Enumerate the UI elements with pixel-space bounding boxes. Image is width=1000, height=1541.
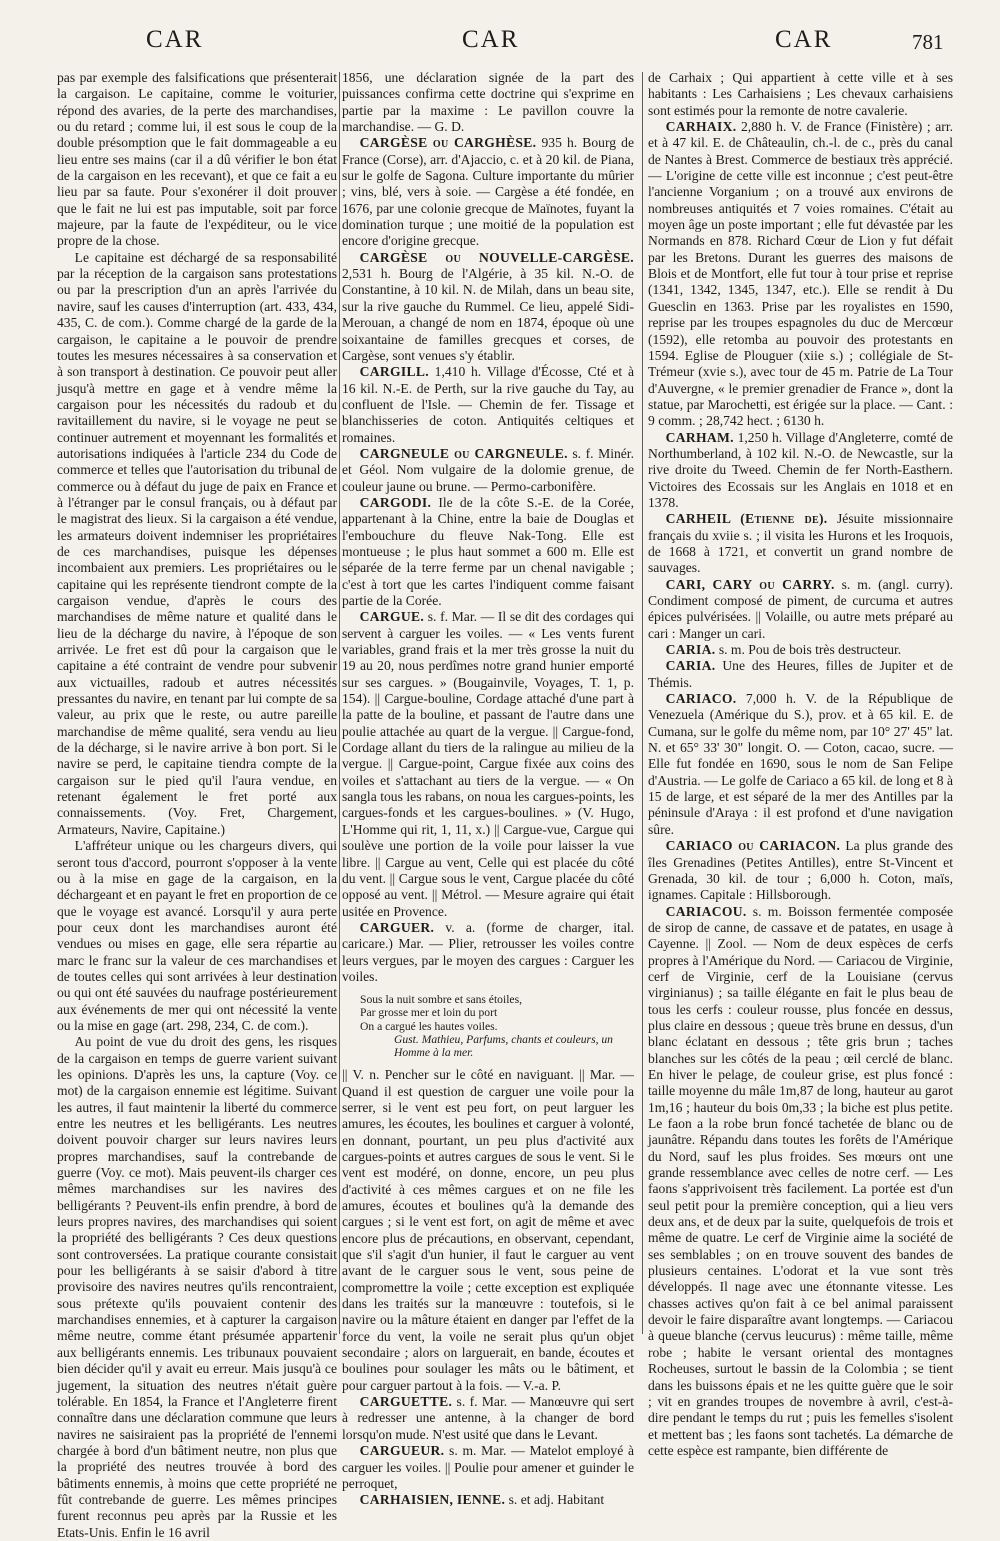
entry-headword: CARIA.: [665, 642, 716, 658]
entry-text: s. f. Mar. — Il se dit des cordages qui servent à carguer les voiles. — « Les vents furent variables, grand frais et la mer très grosse la nuit du 19 au 20, nous perdîmes notre grand hunier emporté sur ses cargues. » (Bougainvile, Voyages, T. 1, p. 154). || Cargue-bouline, Cordage attaché d'une part à la patte de la bouline, et passant de l'autre dans une poulie attachée au quart de la vergue. || Cargue-fond, Cordage allant du tiers de la ralingue au milieu de la vergue. || Cargue-point, Cargue fixée aux coins des voiles et s'attachant au tiers de la vergue. — « On sangla tous les rabans, on noua les cargues-points, les cargues-fonds et les cargues-boulines. » (V. Hugo, L'Homme qui rit, 1, 11, x.) || Cargue-vue, Cargue qui soulève une portion de la voile pour laisser la vue libre. || Cargue au vent, Celle qui est placée du côté du vent. || Cargue sous le vent, Cargue placée du côté opposé au vent. || Métrol. — Mesure agraire qui était usitée en Provence.: [342, 609, 634, 919]
entry-text: Ile de la côte S.-E. de la Corée, appartenant à la Chine, entre la baie de Douglas et l'embouchure du fleuve Nak-Tong. Elle est montueuse ; le plus haut sommet a 600 m. Elle est séparée de la terre ferme par un chenal navigable ; c'est à tort que les cartes l'indiquent comme faisant partie de la Corée.: [342, 494, 634, 608]
entry-headword: CARI, CARY ou CARRY.: [665, 576, 835, 592]
running-head-right: CAR: [775, 26, 833, 53]
entry-headword: CARIACO.: [665, 691, 737, 707]
entry-carheil: [648, 511, 953, 576]
column-rule-right: [642, 72, 643, 1334]
entry-cariacou: [648, 904, 953, 1460]
entry-nouvelle-cargese: [342, 250, 634, 364]
entry-headword: CARIACO ou CARIACON.: [665, 838, 841, 854]
paragraph: || V. n. Pencher sur le côté en naviguant. || Mar. — Quand il est question de carguer une voile pour la serrer, si le vent est peu fort, on peut larguer les amures, les écoutes, les boulines et carguer à volonté, en donnant, pourtant, un peu plus d'activité aux cargues-points et autres cargues de sous le vent. Si le vent est modéré, on donne, encore, un peu plus d'activité à ces mêmes cargues et on ne file les amures, écoutes et boulines qu'à la demande des cargues ; si le vent est fort, on agit de même et avec encore plus de précautions, en observant, cependant, que s'il s'agit d'un hunier, il faut le carguer au vent avant de le carguer sous le vent, sous peine de compromettre la voile ; cette exception est expliquée dans les traités sur la manœuvre : toutefois, si le navire ou la mâture étaient en danger par l'effet de la force du vent, la voile ne serait plus qu'un objet secondaire ; alors on larguerait, en bande, écoutes et boulines pour soulager les mâts ou le bâtiment, et pour carguer partout à la fois. — V.-a. P.: [342, 1067, 634, 1393]
entry-text: s. m. (angl. curry). Condiment composé de piment, de curcuma et autres épices pulvérisées. || Volaille, ou autre mets préparé au cari : Manger un cari.: [648, 576, 953, 641]
paragraph: 1856, une déclaration signée de la part des puissances confirma cette doctrine qui s'exprime en partie par la maxime : Le pavillon couvre la marchandise. — G. D.: [342, 70, 634, 135]
entry-text: 1,250 h. Village d'Angleterre, comté de Northumberland, à 102 kil. N.-O. de Newcastle, sur la rive droite du Tweed. Chemin de fer North-Easthern. Victoires des Ecossais sur les Anglais en 1018 et en 1378.: [648, 429, 953, 510]
entry-cargill: [342, 364, 634, 446]
entry-cargneule: [342, 446, 634, 495]
column-rule-left: [339, 72, 340, 1334]
entry-headword: CARIA.: [665, 658, 716, 674]
entry-cariacon: [648, 838, 953, 903]
verse-quote: [360, 993, 634, 1059]
entry-cargodi: [342, 495, 634, 609]
entry-headword: CARGUETTE.: [359, 1394, 453, 1410]
entry-text: s. m. Pou de bois très destructeur.: [715, 642, 902, 658]
entry-headword: CARIACOU.: [665, 903, 747, 919]
entry-headword: CARGUEUR.: [359, 1443, 445, 1459]
column-3: [648, 70, 953, 1458]
entry-headword: CARHAM.: [665, 429, 734, 445]
entry-cari: [648, 577, 953, 642]
entry-headword: CARGUER.: [359, 919, 435, 935]
entry-cargue: [342, 609, 634, 920]
column-1: [57, 70, 337, 1540]
entry-carhaisien: [342, 1492, 634, 1508]
entry-text: 2,880 h. V. de France (Finistère) ; arr. et à 47 kil. E. de Châteaulin, ch.-l. de c., près du canal de Nantes à Brest. Commerce de bestiaux très apprécié. — L'origine de cette ville est inconnue ; c'est peut-être l'ancienne Vorganium ; on a trouvé aux environs de nombreuses antiquités et 7 voies romaines. C'était au moyen âge un poste important ; elle fut dévastée par les Normands en 878. Richard Cœur de Lion y fut défait par les Bretons. Durant les guerres des maisons de Blois et de Montfort, elle fut tour à tour prise et reprise (1341, 1342, 1345, 1347, etc.). Elle se rendit à Du Guesclin en 1363. Prise par les royalistes en 1590, reprise par les troupes espagnoles du duc de Mercœur (1592), elle retomba au pouvoir des protestants en 1594. Eglise de Plouguer (xiie s.) ; collégiale de St-Trémeur (xvie s.), avec tour de 45 m. Patrie de La Tour d'Auvergne, « le premier grenadier de France », dont la statue, par Marochetti, est érigée sur la place. — Cant. : 9 comm. ; 28,742 hect. ; 6130 h.: [648, 119, 953, 429]
entry-carham: [648, 430, 953, 512]
entry-text: 7,000 h. V. de la République de Venezuela (Amérique du S.), prov. et à 65 kil. E. de Cumana, sur le golfe du même nom, par 10° 27' 45" lat. N. et 65° 33' 30" longit. O. — Coton, cacao, sucre. — Elle fut fondée en 1690, sous le nom de San Felipe d'Austria. — Le golfe de Cariaco a 65 kil. de long et 8 à 15 de large, et est séparé de la mer des Antilles par la péninsule d'Araya : il est profond et d'une navigation sûre.: [648, 691, 953, 837]
entry-text: s. f. Minér. et Géol. Nom vulgaire de la dolomie grenue, de couleur jaune ou brune. — Permo-carbonifère.: [342, 445, 634, 494]
entry-headword: CARGUE.: [359, 609, 425, 625]
paragraph: Le capitaine est déchargé de sa responsabilité par la réception de la cargaison sans protestations ou par la prescription d'un an après l'arrivée du navire, sauf les causes d'interruption (art. 433, 434, 435, C. de com.). Comme chargé de la garde de la cargaison, le capitaine a le pouvoir de prendre toutes les mesures nécessaires à sa conservation et à son transport à destination. Ce pouvoir peut aller jusqu'à mettre en gage et à vendre même la cargaison pour les nécessités du radoub et du ravitaillement du navire, si le voyage ne peut se continuer autrement et moyennant les formalités et autorisations indiquées à l'article 234 du Code de commerce et telles que l'autorisation du tribunal de commerce ou à défaut du juge de paix en France et à l'étranger par le consul français, ou à défaut par le magistrat des lieux. Si la cargaison a été vendue, les armateurs doivent indemniser les propriétaires de ces marchandises, puisque les dépenses incombaient aux premiers. Les propriétaires ou le capitaine qui les représente tiendront compte de la cargaison vendue, d'après le cours des marchandises de même nature et qualité dans le lieu de la décharge du navire, à l'époque de son arrivée. Le fret est dû pour la cargaison que le capitaine a été contraint de vendre pour subvenir aux victuailles, radoub et autres nécessités pressantes du navire, en tenant par lui compte de sa valeur, au prix que le reste, ou autre pareille marchandise de même qualité, sera vendu au lieu de la décharge, si le navire arrive à bon port. Si le navire se perd, le capitaine tiendra compte de la cargaison sur le pied qu'il l'aura vendue, en retenant également le fret porté aux connaissements. (Voy. Fret, Chargement, Armateurs, Navire, Capitaine.): [57, 249, 337, 837]
entry-text: 1,410 h. Village d'Écosse, Cté et à 16 kil. N.-E. de Perth, sur la rive gauche du Tay, au confluent de l'Isle. — Chemin de fer. Tissage et blanchisseries de coton. Antiquités celtiques et romaines.: [342, 364, 634, 445]
entry-text: s. m. Mar. — Matelot employé à carguer les voiles. || Poulie pour amener et guinder le perroquet,: [342, 1443, 634, 1491]
entry-headword: CARHAISIEN, IENNE.: [359, 1492, 506, 1508]
quote-line: On a cargué les hautes voiles.: [360, 1019, 498, 1033]
entry-caria: [648, 642, 953, 658]
entry-carhaix: [648, 119, 953, 430]
entry-carguer: [342, 920, 634, 985]
entry-text: 2,531 h. Bourg de l'Algérie, à 35 kil. N.-O. de Constantine, à 10 kil. N. de Milah, dans un beau site, sur la rive gauche du Rummel. Ce lieu, appelé Sidi-Merouan, a changé de nom en 1874, époque où une soixantaine de familles grecques et corses, de Cargèse, sont venues s'y établir.: [342, 266, 634, 363]
entry-text: La plus grande des îles Grenadines (Petites Antilles), entre St-Vincent et Grenada, 30 kil. de tour ; 6,000 h. Coton, maïs, ignames. Capitale : Hillsborough.: [648, 838, 953, 903]
entry-text: 935 h. Bourg de France (Corse), arr. d'Ajaccio, c. et à 20 kil. de Piana, sur le golfe de Sagona. Culture importante du mûrier ; vins, blé, vers à soie. — Cargèse a été fondée, en 1676, par une colonie grecque de Maïnotes, fuyant la domination turque ; une moitié de la population est encore d'origine grecque.: [342, 135, 634, 249]
entry-carguette: [342, 1394, 634, 1443]
quote-line: Sous la nuit sombre et sans étoiles,: [360, 993, 522, 1007]
entry-headword: CARGÈSE ou NOUVELLE-CARGÈSE.: [359, 249, 634, 265]
entry-text: s. et adj. Habitant: [505, 1492, 605, 1508]
paragraph: Au point de vue du droit des gens, les risques de la cargaison en temps de guerre varient suivant les opinions. D'après les uns, la capture (Voy. ce mot) de la cargaison ennemie est légitime. Suivant les autres, il faut maintenir la liberté du commerce entre les neutres et les belligérants. Les neutres doivent pouvoir charger sur leurs navires leurs propres marchandises, sauf la contrebande de guerre (Voy. ce mot). Mais peuvent-ils charger ces mêmes marchandises sur les navires des belligérants ? Peuvent-ils enfin prendre, à bord de leurs propres navires, des marchandises qui soient la propriété des belligérants ? Ces deux questions sont controversées. La pratique courante consistait pour les belligérants à se saisir d'abord à titre provisoire des navires neutres qu'ils rencontraient, sous prétexte qu'ils pouvaient contenir des marchandises ennemies, et à capturer la cargaison même neutre, comme étant présumée appartenir aux belligérants ennemis. Les tribunaux pouvaient bien décider qu'il y avait eu erreur. Mais jusqu'à ce jugement, la situation des neutres n'était guère tolérable. En 1854, la France et l'Angleterre firent connaître dans une déclaration commune que leurs navires ne saisiraient pas la propriété de l'ennemi chargée à bord d'un bâtiment neutre, non plus que la propriété des neutres trouvée à bord des bâtiments ennemis, à moins que cette propriété ne fût contrebande de guerre. Les mêmes principes furent reconnus peu après par la Russie et les Etats-Unis. Enfin le 16 avril: [57, 1034, 337, 1540]
entry-headword: CARGNEULE ou CARGNEULE.: [359, 445, 568, 461]
running-head-center: CAR: [462, 26, 520, 53]
column-2: [342, 70, 634, 1508]
entry-text: Jésuite missionnaire français du xviie s. ; il visita les Hurons et les Iroquois, de 1668 à 1721, et convertit un grand nombre de sauvages.: [648, 511, 953, 576]
page-number: 781: [912, 30, 944, 54]
quote-attribution: Gust. Mathieu, Parfums, chants et couleurs, un Homme à la mer.: [394, 1032, 613, 1060]
quote-line: Par grosse mer et loin du port: [360, 1006, 498, 1020]
entry-caria-heure: [648, 658, 953, 691]
entry-text: v. a. (forme de charger, ital. caricare.) Mar. — Plier, retrousser les voiles contre leurs vergues, par le moyen des cargues : Carguer les voiles.: [342, 919, 634, 984]
entry-cargese: [342, 135, 634, 249]
entry-text: Une des Heures, filles de Jupiter et de Thémis.: [648, 658, 953, 690]
entry-headword: CARGÈSE ou CARGHÈSE.: [359, 135, 537, 151]
entry-headword: CARHAIX.: [665, 119, 737, 135]
paragraph: L'affréteur unique ou les chargeurs divers, qui seront tous d'accord, pourront s'opposer à la vente ou à la mise en gage de la cargaison, en la déchargeant et en payant le fret en proportion de ce que le voyage est avancé. Lorsqu'il y aura perte pour ceux dont les marchandises auront été vendues ou mises en gage, elle sera répartie au marc le franc sur la valeur de ces marchandises et de toutes celles qui sont arrivées à leur destination ou qui ont été sauvées du naufrage postérieurement aux événements de mer qui ont nécessité la vente ou la mise en gage (art. 298, 234, C. de com.).: [57, 838, 337, 1033]
running-header: [0, 26, 1000, 66]
entry-headword: CARGODI.: [359, 494, 432, 510]
paragraph: de Carhaix ; Qui appartient à cette ville et à ses habitants : Les Carhaisiens ; Les chevaux carhaisiens sont estimés pour la remonte de notre cavalerie.: [648, 70, 953, 118]
paragraph: pas par exemple des falsifications que présenterait la cargaison. Le capitaine, comme le voiturier, répond des avaries, de la perte des marchandises, ou du retard ; comme lui, il est sous le coup de la double présomption que le fait dommageable a eu lieu entre ses mains (car il a dû vérifier le bon état de la cargaison en les recevant), et que ce fait a eu lieu par sa faute. Pour s'exonérer il doit prouver que le fait ne lui est pas imputable, soit par force majeure, par la faute de l'expéditeur, ou le vice propre de la chose.: [57, 70, 337, 249]
entry-text: s. f. Mar. — Manœuvre qui sert à redresser une antenne, à la changer de bord lorsqu'on mude. N'est usité que dans le Levant.: [342, 1394, 634, 1442]
running-head-left: CAR: [146, 26, 204, 53]
entry-cariaco: [648, 691, 953, 838]
entry-headword: CARHEIL (Etienne de).: [665, 511, 828, 527]
entry-cargueur: [342, 1443, 634, 1492]
entry-text: s. m. Boisson fermentée composée de sirop de canne, de cassave et de patates, en usage à Cayenne. || Zool. — Nom de deux espèces de cerfs propres à l'Amérique du Nord. — Cariacou de Virginie, cerf de Virginie, cerf de la Louisiane (cervus virginianus) ; sa taille élégante en fait le plus beau de tous les cerfs : couleur rousse, plus foncée en dessus, plus claire en dessous ; queue très brune en dessus, d'un blanc éclatant en dessous ; tête gris brun ; taches blanches sur les côtés de la peau ; œil cerclé de blanc. En hiver le pelage, de couleur grise, est plus foncé : taille moyenne du mâle 1m,87 de long, hauteur au garot 1m,16 ; hauteur du bois 0m,33 ; la biche est plus petite. Le faon a la robe brun foncé tachetée de blanc ou de jaunâtre. Répandu dans toutes les forêts de l'Amérique du Nord, sauf les plus froides. Ses mœurs ont une grande ressemblance avec celles de notre cerf. — Les faons s'apprivoisent très facilement. La portée est d'un seul petit pour la première conception, qui a lieu vers deux ans, et de deux par la suite, quelquefois de trois et même de quatre. Le cerf de Virginie aime la société de ses semblables ; on en trouve souvent des bandes de plusieurs centaines. L'odorat et la vue sont très développés. Il nage avec une étonnante vitesse. Les chasses actives qu'on fait à ce bel animal paraissent devoir le faire disparaître avant longtemps. — Cariacou à queue blanche (cervus leucurus) : même taille, même robe ; habite le versant oriental des montagnes Rocheuses, surtout le bassin de la Colombia ; se tient dans les buissons épais et ne les quitte guère que le soir ; vit en grandes troupes de novembre à avril, c'est-à-dire pendant le temps du rut ; puis les femelles s'isolent et mettent bas ; les faons sont tachetés. La démarche de cette espèce est rampante, bien différente de: [648, 903, 953, 1458]
entry-headword: CARGILL.: [359, 364, 429, 380]
